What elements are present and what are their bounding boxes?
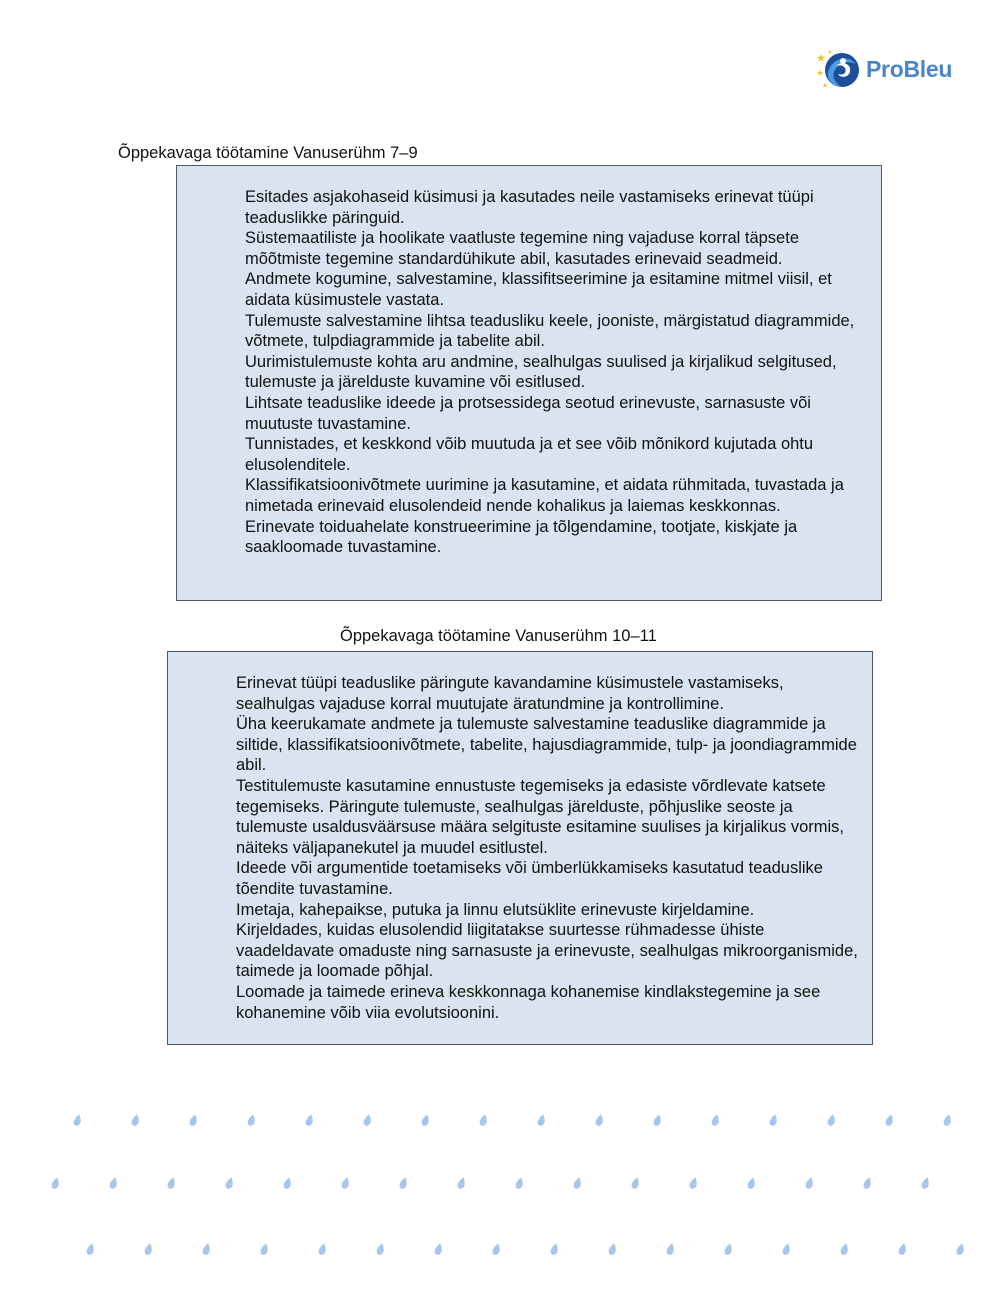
water-drop-icon (73, 1113, 83, 1126)
water-drop-icon (341, 1176, 351, 1189)
water-drop-icon (769, 1113, 779, 1126)
curriculum-item: Tunnistades, et keskkond võib muutuda ja et see võib mõnikord kujutada ohtu elusolenditele. (245, 435, 814, 474)
curriculum-item: Lihtsate teaduslike ideede ja protsessidega seotud erinevuste, sarnasuste või muutuste tuvastamine. (245, 393, 811, 433)
curriculum-item: Erinevate toiduahelate konstrueerimine ja tõlgendamine, tootjate, kiskjate ja saakloomade tuvastamine. (245, 517, 798, 557)
section-title-age-7-9: Õppekavaga töötamine Vanuserühm 7–9 (118, 144, 418, 162)
water-drop-icon (260, 1242, 270, 1255)
water-drop-icon (956, 1242, 966, 1255)
water-drop-icon (479, 1113, 489, 1126)
water-drop-icon (782, 1242, 792, 1255)
probleu-swirl-icon (814, 46, 860, 92)
water-drop-icon (595, 1113, 605, 1126)
water-drop-icon (943, 1113, 953, 1126)
water-drop-icon (421, 1113, 431, 1126)
water-drop-icon (550, 1242, 560, 1255)
water-drop-icon (805, 1176, 815, 1189)
water-drop-icon (305, 1113, 315, 1126)
water-drop-icon (434, 1242, 444, 1255)
curriculum-item: Imetaja, kahepaikse, putuka ja linnu elutsüklite erinevuste kirjeldamine. (236, 900, 755, 919)
water-drop-icon (189, 1113, 199, 1126)
water-drop-icon (225, 1176, 235, 1189)
section-title-age-10-11: Õppekavaga töötamine Vanuserühm 10–11 (340, 627, 657, 645)
curriculum-item: Kirjeldades, kuidas elusolendid liigitatakse suurtesse rühmadesse ühiste vaadeldavate omaduste ning sarnasuste ja erinevuste, sealhulgas mikroorganismide, taimede ja loomade põhjal. (236, 921, 858, 981)
water-drop-icon (863, 1176, 873, 1189)
water-drop-icon (457, 1176, 467, 1189)
brand-name: ProBleu (866, 55, 953, 82)
water-drop-icon (283, 1176, 293, 1189)
water-drop-icon (109, 1176, 119, 1189)
water-drop-icon (247, 1113, 257, 1126)
water-drop-icon (827, 1113, 837, 1126)
curriculum-item: Uurimistulemuste kohta aru andmine, sealhulgas suulised ja kirjalikud selgitused, tulemuste ja järelduste kuvamine või esitlused. (245, 352, 837, 392)
water-drop-icon (631, 1176, 641, 1189)
curriculum-item: Esitades asjakohaseid küsimusi ja kasutades neile vastamiseks erinevat tüüpi teaduslikke päringuid. (245, 188, 814, 227)
water-drop-icon (363, 1113, 373, 1126)
curriculum-item: Andmete kogumine, salvestamine, klassifitseerimine ja esitamine mitmel viisil, et aidata küsimustele vastata. (245, 270, 832, 309)
water-drop-icon (131, 1113, 141, 1126)
water-drop-pattern (0, 1100, 1000, 1260)
water-drop-icon (537, 1113, 547, 1126)
water-drop-icon (573, 1176, 583, 1189)
water-drop-icon (711, 1113, 721, 1126)
curriculum-item: Klassifikatsioonivõtmete uurimine ja kasutamine, et aidata rühmitada, tuvastada ja nimetada erinevaid elusolendeid nende kohalikus ja laiemas keskkonnas. (245, 476, 844, 515)
curriculum-item: Ideede või argumentide toetamiseks või ümberlükkamiseks kasutatud teaduslike tõendite tuvastamine. (236, 859, 823, 898)
curriculum-box-age-10-11 (167, 651, 873, 1045)
curriculum-item: Loomade ja taimede erineva keskkonnaga kohanemise kindlakstegemine ja see kohanemine võib viia evolutsioonini. (236, 982, 821, 1022)
probleu-logo (814, 46, 952, 92)
curriculum-item: Testitulemuste kasutamine ennustuste tegemiseks ja edasiste võrdlevate katsete tegemiseks. Päringute tulemuste, sealhulgas järelduste, põhjuslike seoste ja tulemuste usaldusväärsuse määra selgituste esitamine suulises ja kirjalikus vormis, näiteks väljapanekutel ja muudel esitlustel. (236, 776, 845, 857)
water-drop-icon (86, 1242, 96, 1255)
water-drop-icon (318, 1242, 328, 1255)
water-drop-icon (921, 1176, 931, 1189)
water-drop-icon (144, 1242, 154, 1255)
curriculum-item: Süstemaatiliste ja hoolikate vaatluste tegemine ning vajaduse korral täpsete mõõtmiste tegemine standardühikute abil, kasutades erinevaid seadmeid. (245, 229, 799, 268)
curriculum-box-age-7-9 (176, 165, 882, 601)
water-drop-icon (202, 1242, 212, 1255)
water-drop-icon (898, 1242, 908, 1255)
water-drop-icon (724, 1242, 734, 1255)
water-drop-icon (840, 1242, 850, 1255)
curriculum-item: Üha keerukamate andmete ja tulemuste salvestamine teaduslike diagrammide ja siltide, klassifikatsioonivõtmete, tabelite, hajusdiagrammide, tulp- ja joondiagrammide abil. (236, 715, 857, 775)
curriculum-item: Tulemuste salvestamine lihtsa teadusliku keele, jooniste, märgistatud diagrammide, võtmete, tulpdiagrammide ja tabelite abil. (245, 311, 855, 351)
water-drop-icon (608, 1242, 618, 1255)
water-drop-icon (51, 1176, 61, 1189)
water-drop-icon (492, 1242, 502, 1255)
water-drop-icon (653, 1113, 663, 1126)
water-drop-icon (167, 1176, 177, 1189)
water-drop-icon (376, 1242, 386, 1255)
water-drop-icon (747, 1176, 757, 1189)
water-drop-icon (666, 1242, 676, 1255)
water-drop-icon (689, 1176, 699, 1189)
water-drop-icon (885, 1113, 895, 1126)
curriculum-item: Erinevat tüüpi teaduslike päringute kavandamine küsimustele vastamiseks, sealhulgas vajaduse korral muutujate äratundmine ja kontrollimine. (236, 674, 784, 713)
water-drop-icon (515, 1176, 525, 1189)
water-drop-icon (399, 1176, 409, 1189)
